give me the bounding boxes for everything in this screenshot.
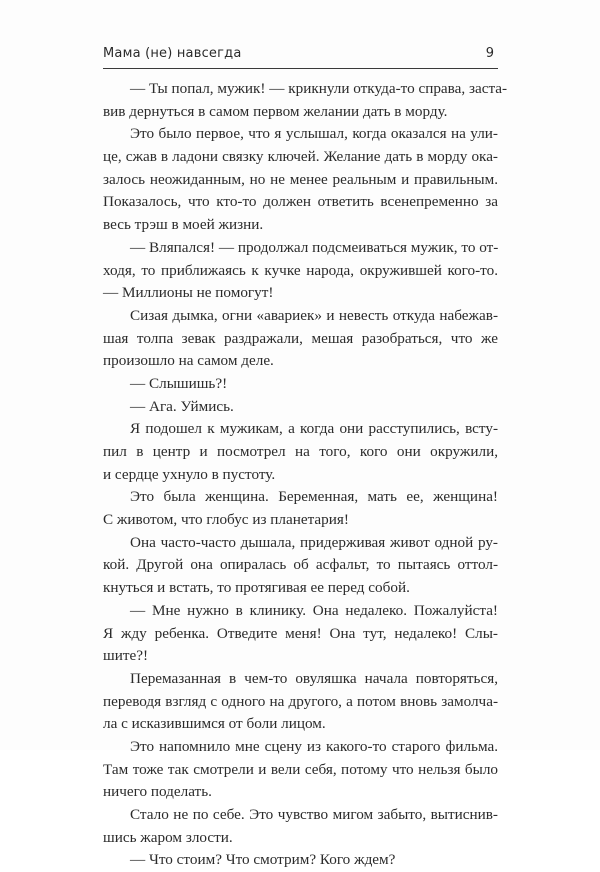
text-line: Это было первое, что я услышал, когда оказался на ули- <box>130 125 498 143</box>
text-line: — Что стоим? Что смотрим? Кого ждем? <box>130 851 396 869</box>
text-line: Я жду ребенка. Отведите меня! Она тут, недалеко! Слы- <box>103 624 498 642</box>
text-line: — Слышишь?! <box>130 374 228 392</box>
book-title: Мама (не) навсегда <box>103 46 242 61</box>
text-line: и сердце ухнуло в пустоту. <box>103 465 276 483</box>
text-line: Стало не по себе. Это чувство мигом забыто, вытиснив- <box>130 806 498 823</box>
text-line: — Ага. Уймись. <box>130 397 234 415</box>
text-line: произошло на самом деле. <box>103 352 274 370</box>
text-line: вив дернуться в самом первом желании дать в морду. <box>103 102 448 120</box>
text-line: весь трэш в моей жизни. <box>103 216 264 234</box>
text-line: Там тоже так смотрели и вели себя, потому что нельзя было <box>103 760 498 778</box>
text-line: це, сжав в ладони связку ключей. Желание дать в морду ока- <box>103 148 498 166</box>
text-line: шите?! <box>103 647 148 665</box>
text-line: кой. Другой она опиралась об асфальт, то пытаясь оттол- <box>103 556 498 574</box>
text-line: пил в центр и посмотрел на того, кого они окружили, <box>103 443 498 460</box>
text-line: — Мне нужно в клинику. Она недалеко. Пожалуйста! <box>130 601 498 619</box>
text-line: ничего поделать. <box>103 783 212 801</box>
page-number: 9 <box>485 46 494 61</box>
text-line: — Миллионы не помогут! <box>103 284 274 302</box>
text-line: ла с исказившимся от боли лицом. <box>103 715 326 733</box>
text-line: Сизая дымка, огни «авариек» и невесть откуда набежав- <box>130 306 498 324</box>
text-line: Показалось, что кто-то должен ответить всенепременно за <box>103 193 498 211</box>
text-line: — Вляпался! — продолжал подсмеиваться мужик, то от- <box>130 238 499 256</box>
text-line: ходя, то приближаясь к кучке народа, окружившей кого-то. <box>103 261 498 279</box>
text-line: шая толпа зевак раздражали, мешая разобраться, что же <box>103 329 498 347</box>
text-line: — Ты попал, мужик! — крикнули откуда-то справа, заста- <box>130 80 508 97</box>
text-line: Я подошел к мужикам, а когда они расступились, всту- <box>130 420 498 438</box>
text-line: залось неожиданным, но не менее реальным и правильным. <box>103 170 498 188</box>
text-line: шись жаром злости. <box>103 828 233 846</box>
text-line: переводя взгляд с одного на другого, а потом вновь замолча- <box>103 692 498 710</box>
body-text <box>103 78 508 872</box>
text-line: кнуться и встать, то протягивая ее перед собой. <box>103 579 410 597</box>
text-line: Она часто-часто дышала, придерживая живот одной ру- <box>130 533 498 551</box>
text-line: Это напомнило мне сцену из какого-то старого фильма. <box>130 737 498 755</box>
text-line: Это была женщина. Беременная, мать ее, женщина! <box>130 488 498 506</box>
text-line: С животом, что глобус из планетария! <box>103 511 349 529</box>
header-divider <box>103 68 498 69</box>
running-header <box>103 46 498 66</box>
text-line: Перемазанная в чем-то овуляшка начала повторяться, <box>130 669 498 687</box>
